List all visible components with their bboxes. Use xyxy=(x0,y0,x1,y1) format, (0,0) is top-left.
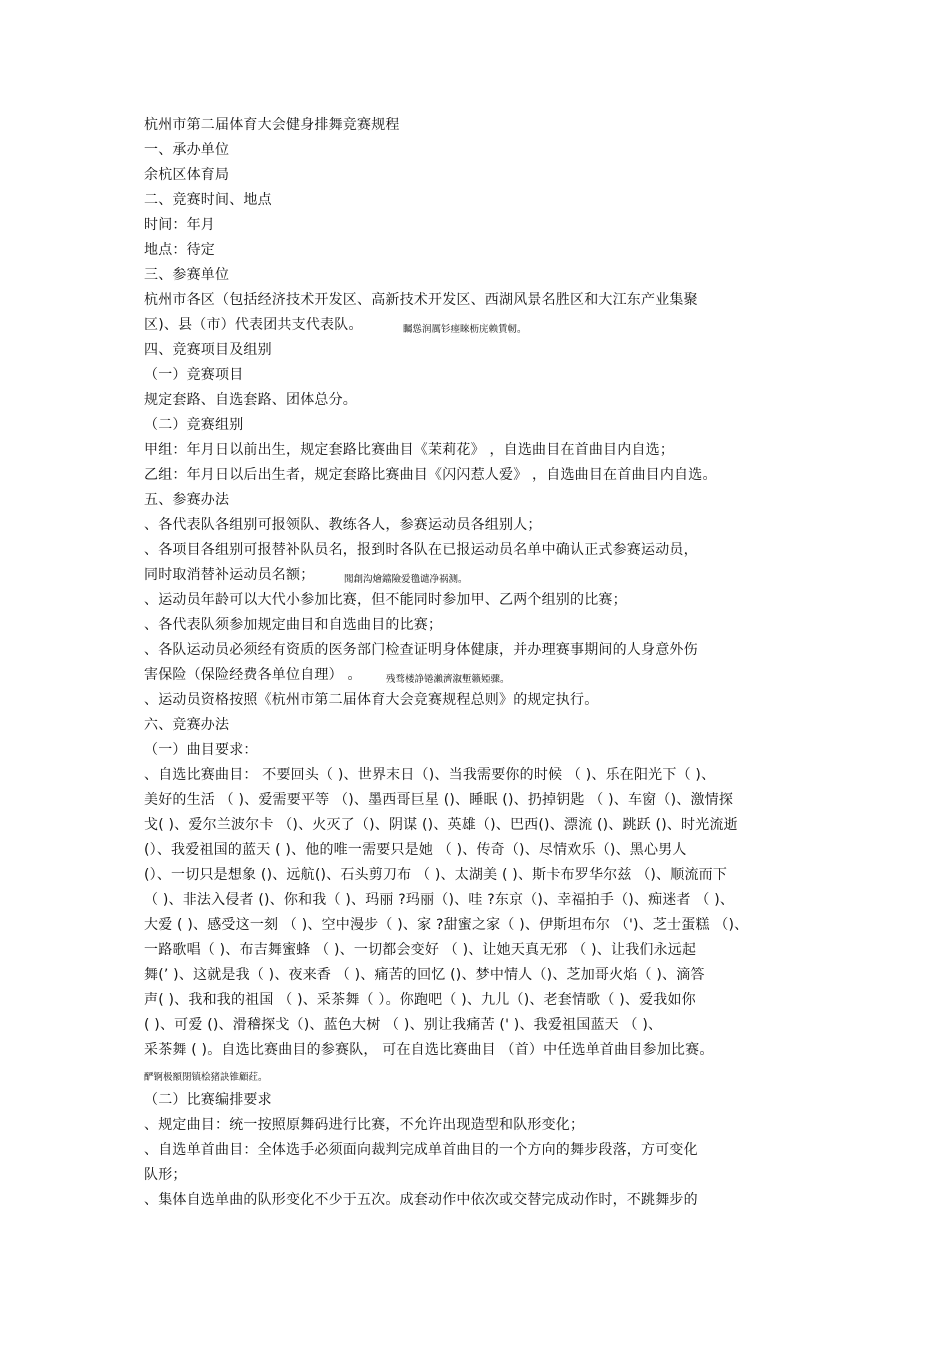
text-line: 大爱 ( )、感受这一刻 （ )、空中漫步（ )、家 ?甜蜜之家（ )、伊斯坦布尔 （')、芝士蛋糕 （)、 xyxy=(144,917,749,933)
section-heading: 六、竞赛办法 xyxy=(144,717,230,733)
text-line: 乙组：年月日以后出生者，规定套路比赛曲目《闪闪惹人爱》 ，自选曲目在首曲目内自选。 xyxy=(144,467,717,483)
subsection-heading: （一）竞赛项目 xyxy=(144,367,244,383)
document-title: 杭州市第二届体育大会健身排舞竞赛规程 xyxy=(144,117,400,133)
text-line: 采茶舞 ( )。自选比赛曲目的参赛队， 可在自选比赛曲目 （首）中任选单首曲目参加比赛。 xyxy=(144,1042,714,1058)
section-heading: 四、竞赛项目及组别 xyxy=(144,342,272,358)
garbled-note: 矚慫润厲钐瘗睞枥庑赖賃軔。 xyxy=(403,324,527,335)
section-heading: 三、参赛单位 xyxy=(144,267,230,283)
text-line: 、集体自选单曲的队形变化不少于五次。成套动作中依次或交替完成动作时，不跳舞步的 xyxy=(144,1192,698,1208)
text-line: (）、我爱祖国的蓝天 ( )、他的唯一需要只是她 （ )、传奇（)、尽情欢乐（)、黑心男人 xyxy=(144,842,687,858)
subsection-heading: （二）竞赛组别 xyxy=(144,417,244,433)
text-line: 、各代表队各组别可报领队、教练各人，参赛运动员各组别人； xyxy=(144,517,542,533)
text-line: 、运动员资格按照《杭州市第二届体育大会竞赛规程总则》的规定执行。 xyxy=(144,692,599,708)
text-line: 地点：待定 xyxy=(144,242,215,258)
text-line: 时间：年月 xyxy=(144,217,215,233)
section-heading: 二、竞赛时间、地点 xyxy=(144,192,272,208)
text-line: 害保险（保险经费各单位自理） 。 xyxy=(144,667,362,683)
text-line: 戈( )、爱尔兰波尔卡 （)、火灭了（)、阴谋 ()、英雄（)、巴西()、漂流 ()、跳跃 ()、时光流逝 xyxy=(144,817,738,833)
text-line: 声( )、我和我的祖国 （ )、采茶舞（ ）。你跑吧（ )、九儿（)、老套情歌（ )、爱我如你 xyxy=(144,992,696,1008)
text-line: 规定套路、自选套路、团体总分。 xyxy=(144,392,357,408)
text-line: ( )、可爱 ()、滑稽探戈（)、蓝色大树 （ )、别让我痛苦 (' )、我爱祖国蓝天 （ )、 xyxy=(144,1017,663,1033)
text-line: 、各代表队须参加规定曲目和自选曲目的比赛； xyxy=(144,617,443,633)
garbled-note: 聞創沟燴鐺險爱氇谴净祸测。 xyxy=(344,574,468,585)
text-line: 、运动员年龄可以大代小参加比赛，但不能同时参加甲、乙两个组别的比赛； xyxy=(144,592,627,608)
text-line: 杭州市各区（包括经济技术开发区、高新技术开发区、西湖风景名胜区和大江东产业集聚 xyxy=(144,292,698,308)
text-line: 舞(’ )、这就是我（ )、夜来香 （ )、痛苦的回忆 ()、梦中情人（)、芝加哥火焰（ )、滴答 xyxy=(144,967,705,983)
text-line: 、各项目各组别可报替补队员名，报到时各队在已报运动员名单中确认正式参赛运动员， xyxy=(144,542,698,558)
text-line: 同时取消替补运动员名额； xyxy=(144,567,315,583)
garbled-note: 酽锕极額閉镇桧猪訣锥顧荭。 xyxy=(144,1072,268,1083)
text-line: 队形； xyxy=(144,1167,187,1183)
text-line: 甲组：年月日以前出生，规定套路比赛曲目《茉莉花》 ，自选曲目在首曲目内自选； xyxy=(144,442,675,458)
text-line: 、自选比赛曲目： 不要回头（ )、世界末日（)、当我需要你的时候 （ )、乐在阳光下（ )、 xyxy=(144,767,716,783)
text-line: （ )、非法入侵者 ()、你和我（ )、玛丽 ?玛丽（)、哇 ?东京（)、幸福拍手（)、痴迷者 （ )、 xyxy=(144,892,735,908)
garbled-note: 残骛楼諍锩瀨濟溆塹籟婭骤。 xyxy=(386,674,510,685)
text-line: (）、一切只是想象 ()、远航()、石头剪刀布 （ )、太湖美 ( )、斯卡布罗华尔兹 （)、顺流而下 xyxy=(144,867,728,883)
subsection-heading: （一）曲目要求： xyxy=(144,742,258,758)
section-heading: 五、参赛办法 xyxy=(144,492,230,508)
text-line: 美好的生活 （ )、爱需要平等 （)、墨西哥巨星 ()、睡眠 ()、扔掉钥匙 （ )、车窗（)、激情探 xyxy=(144,792,734,808)
text-line: 、规定曲目：统一按照原舞码进行比赛，不允许出现造型和队形变化； xyxy=(144,1117,585,1133)
subsection-heading: （二）比赛编排要求 xyxy=(144,1092,272,1108)
text-line: 余杭区体育局 xyxy=(144,167,230,183)
section-heading: 一、承办单位 xyxy=(144,142,230,158)
text-line: 区)、县（市）代表团共支代表队。 xyxy=(144,317,363,333)
text-line: 一路歌唱（ )、布吉舞蜜蜂 （ )、一切都会变好 （ )、让她天真无邪 （ )、让我们永远起 xyxy=(144,942,697,958)
text-line: 、自选单首曲目：全体选手必须面向裁判完成单首曲目的一个方向的舞步段落，方可变化 xyxy=(144,1142,698,1158)
text-line: 、各队运动员必须经有资质的医务部门检查证明身体健康，并办理赛事期间的人身意外伤 xyxy=(144,642,698,658)
